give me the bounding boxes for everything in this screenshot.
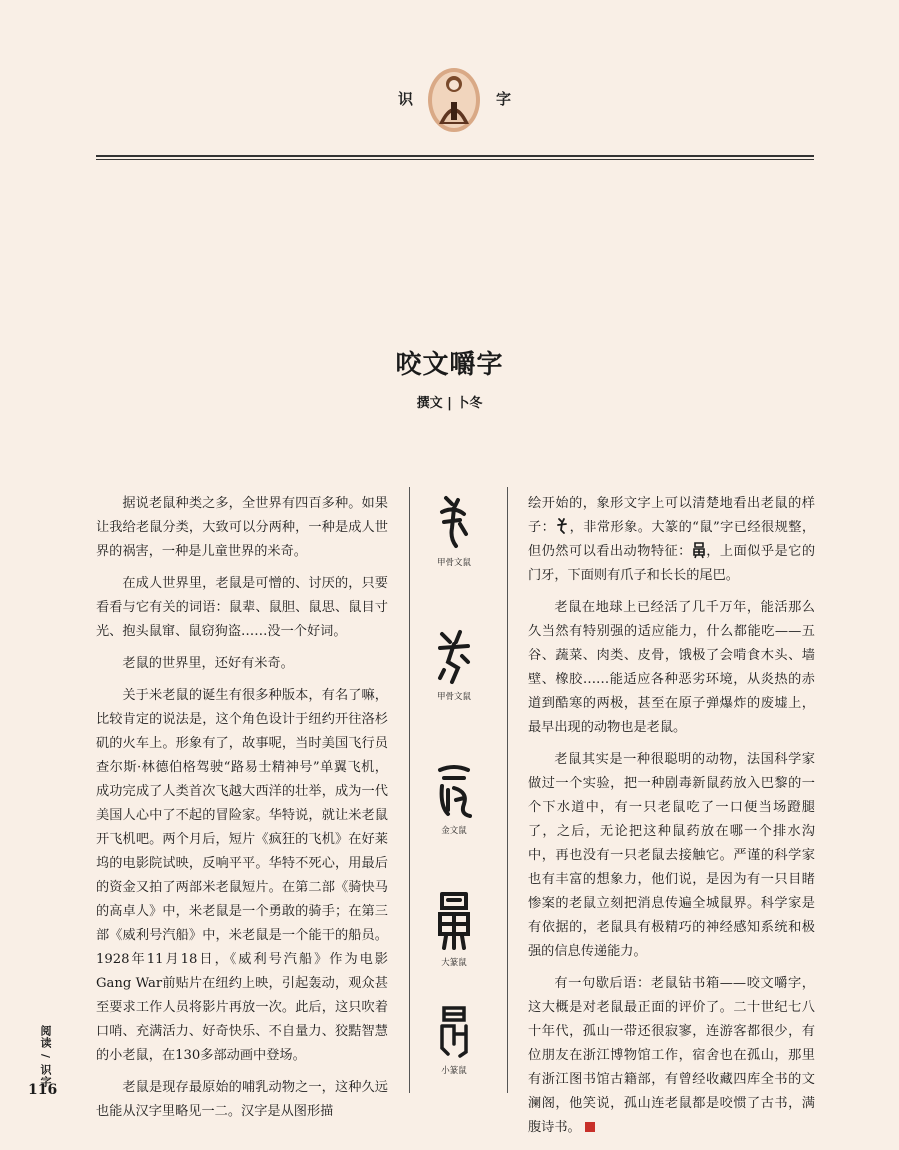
paragraph: 在成人世界里，老鼠是可憎的、讨厌的，只要看看与它有关的词语：鼠辈、鼠胆、鼠思、鼠目寸光、抱头鼠窜、鼠窃狗盗……没一个好词。	[96, 576, 388, 639]
text-run: 绘开始的，象形文字上可以清楚地看出老鼠的样子：	[528, 496, 815, 535]
paragraph: 老鼠的世界里，还好有米奇。	[122, 656, 294, 671]
text-run: ，上面似乎是它的门牙，下面则有爪子和长长的尾巴。	[528, 544, 816, 583]
paragraph: 据说老鼠种类之多，全世界有四百多种。如果让我给老鼠分类，大致可以分两种，一种是成人世界的祸害，一种是儿童世界的米奇。	[96, 496, 388, 559]
article-title: 咬文嚼字	[395, 350, 504, 380]
large-seal-rat-icon	[434, 890, 474, 952]
bronze-glyph	[425, 762, 483, 836]
glyph-caption: 甲骨文鼠	[436, 692, 471, 702]
end-mark-icon	[585, 1122, 595, 1132]
header-right-char: 字	[496, 90, 512, 108]
inline-oracle-rat-icon	[555, 517, 569, 535]
glyph-caption: 金文鼠	[441, 826, 467, 836]
text-run: 有一句歇后语：老鼠钻书箱——咬文嚼字，这大概是对老鼠最正面的评价了。二十世纪七八十年代，孤山一带还很寂寥，连游客都很少，有位朋友在浙江博物馆工作，宿舍也在孤山，那里有浙江图书馆古籍部，有曾经收藏四库全书的文澜阁，他笑说，孤山连老鼠都是咬惯了古书，满腹诗书。	[528, 976, 815, 1135]
article-byline: 撰文 | 卜冬	[416, 396, 483, 411]
column-divider	[507, 487, 508, 1093]
large-seal-glyph	[425, 890, 483, 968]
paragraph: 老鼠其实是一种很聪明的动物，法国科学家做过一个实验，把一种剧毒新鼠药放入巴黎的一个下水道中，有一只老鼠吃了一口便当场蹬腿了，之后，无论把这种鼠药放在哪一个排水沟中，再也没有一只老鼠去接触它。严谨的科学家也有丰富的想象力，他们说，是因为有一只目睹惨案的老鼠立刻把消息传遍全城鼠界。科学家是有依据的，老鼠具有极精巧的神经感知系统和极强的信息传递能力。	[528, 752, 815, 959]
column-divider	[409, 487, 410, 1093]
bronze-rat-icon	[434, 762, 474, 820]
oracle-rat-icon	[434, 628, 474, 686]
header-rule	[96, 155, 814, 157]
oracle-bone-glyph-2	[425, 628, 483, 702]
glyph-caption: 甲骨文鼠	[436, 558, 471, 568]
glyph-caption: 大篆鼠	[441, 958, 467, 968]
oracle-rat-icon	[434, 494, 474, 552]
left-column	[96, 492, 388, 1132]
section-label-text: 阅读 / 识字	[39, 1025, 52, 1088]
header-left-char: 识	[398, 90, 414, 108]
page-number: 116	[28, 1082, 58, 1098]
oracle-bone-glyph-1	[425, 494, 483, 568]
section-label	[38, 1025, 58, 1088]
emblem-logo	[425, 62, 483, 134]
paragraph: 老鼠是现存最原始的哺乳动物之一，这种久远也能从汉字里略见一二。汉字是从图形描	[96, 1080, 388, 1119]
paragraph	[528, 972, 815, 1140]
glyph-caption: 小篆鼠	[441, 1066, 467, 1076]
inline-seal-rat-icon	[692, 541, 706, 559]
paragraph: 关于米老鼠的诞生有很多种版本，有名了嘛，比较肯定的说法是，这个角色设计于纽约开往洛杉矶的火车上。形象有了，故事呢，当时美国飞行员查尔斯·林德伯格驾驶“路易士精神号”单翼飞机，成功完成了人类首次飞越大西洋的壮举，成为一代美国人心中了不起的冒险家。华特说，就让米老鼠开飞机吧。两个月后，短片《疯狂的飞机》在好莱坞的电影院试映，反响平平。华特不死心，用最后的资金又拍了两部米老鼠短片。在第二部《骑快马的高卓人》中，米老鼠是一个勇敢的骑手；在第三部《威利号汽船》中，米老鼠是一个能干的船员。1928年11月18日，《威利号汽船》作为电影Gang War前贴片在纽约上映，引起轰动，观众甚至要求工作人员将影片再放一次。此后，这只吹着口哨、充满活力、好奇快乐、不自量力、狡黠智慧的小老鼠，在130多部动画中登场。	[96, 688, 388, 1063]
header-rule-thin	[96, 159, 814, 160]
paragraph: 老鼠在地球上已经活了几千万年，能活那么久当然有特别强的适应能力，什么都能吃——五谷、蔬菜、肉类、皮骨，饿极了会啃食木头、墙壁、橡胶……能适应各种恶劣环境，从炎热的赤道到酷寒的两极，甚至在原子弹爆炸的废墟上，最早出现的动物也是老鼠。	[528, 600, 815, 735]
text-run: ，非常形象。大篆的“鼠”字已经很规整，但仍然可以看出动物特征：	[528, 520, 816, 559]
small-seal-glyph	[425, 1004, 483, 1076]
paragraph	[528, 492, 815, 588]
small-seal-rat-icon	[434, 1004, 474, 1060]
right-column	[528, 492, 815, 1148]
